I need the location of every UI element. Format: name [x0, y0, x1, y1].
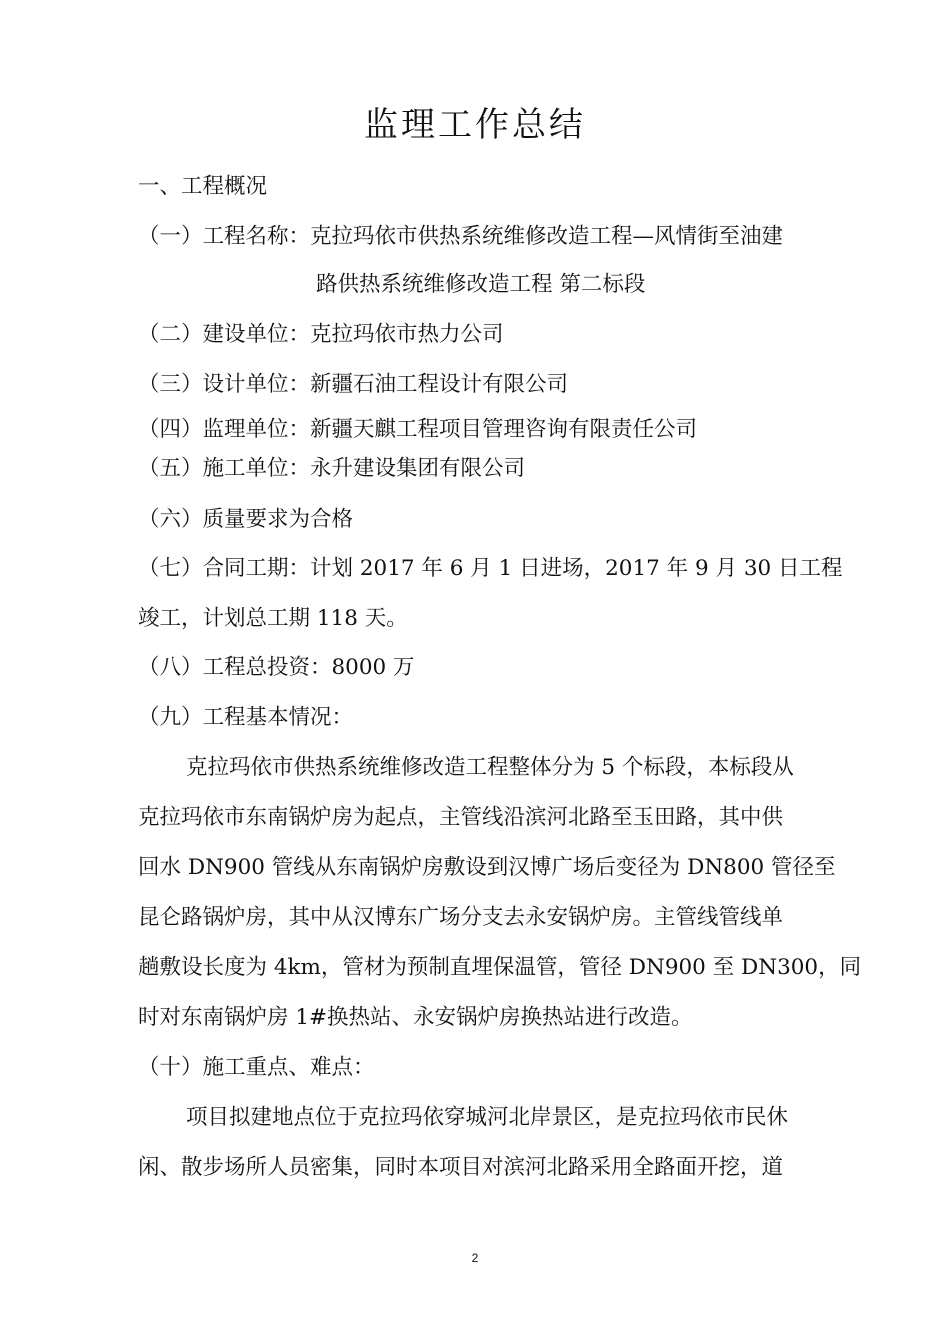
basic-info-line-2: 克拉玛依市东南锅炉房为起点，主管线沿滨河北路至玉田路，其中供: [138, 805, 784, 830]
contract-period-line-1: （七）合同工期：计划 2017 年 6 月 1 日进场，2017 年 9 月 30 日工程: [138, 556, 843, 581]
basic-info-line-3: 回水 DN900 管线从东南锅炉房敷设到汉博广场后变径为 DN800 管径至: [138, 855, 836, 880]
basic-info-heading: （九）工程基本情况：: [138, 705, 354, 730]
page-number: 2: [471, 1251, 479, 1265]
project-name-line-2: 路供热系统维修改造工程 第二标段: [316, 272, 646, 297]
quality-line: （六）质量要求为合格: [138, 507, 354, 532]
section-heading-overview: 一、工程概况: [138, 174, 268, 199]
basic-info-line-6: 时对东南锅炉房 1#换热站、永安锅炉房换热站进行改造。: [138, 1005, 693, 1030]
project-name-line-1: （一）工程名称：克拉玛依市供热系统维修改造工程—风情街至油建: [138, 224, 784, 249]
difficulties-line-1: 项目拟建地点位于克拉玛依穿城河北岸景区，是克拉玛依市民休: [186, 1105, 789, 1130]
basic-info-line-1: 克拉玛依市供热系统维修改造工程整体分为 5 个标段，本标段从: [186, 755, 794, 780]
basic-info-line-5: 趟敷设长度为 4km，管材为预制直埋保温管，管径 DN900 至 DN300，同: [138, 955, 862, 980]
document-title: 监理工作总结: [364, 105, 586, 145]
supervisor-line: （四）监理单位：新疆天麒工程项目管理咨询有限责任公司: [138, 417, 698, 442]
contractor-line: （五）施工单位：永升建设集团有限公司: [138, 456, 526, 481]
contract-period-line-2: 竣工，计划总工期 118 天。: [138, 606, 408, 631]
investment-line: （八）工程总投资：8000 万: [138, 655, 415, 680]
difficulties-line-2: 闲、散步场所人员密集，同时本项目对滨河北路采用全路面开挖，道: [138, 1155, 784, 1180]
designer-line: （三）设计单位：新疆石油工程设计有限公司: [138, 372, 569, 397]
owner-line: （二）建设单位：克拉玛依市热力公司: [138, 322, 504, 347]
difficulties-heading: （十）施工重点、难点：: [138, 1055, 375, 1080]
basic-info-line-4: 昆仑路锅炉房，其中从汉博东广场分支去永安锅炉房。主管线管线单: [138, 905, 784, 930]
